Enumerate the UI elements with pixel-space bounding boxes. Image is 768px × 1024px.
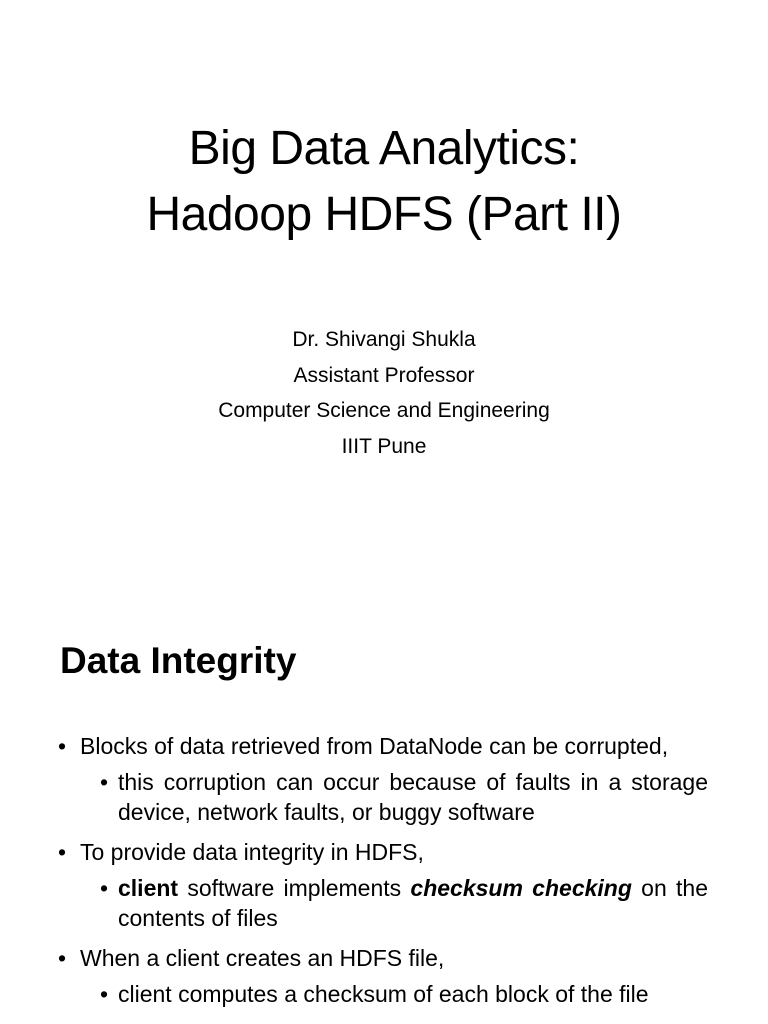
- slide-title: [0, 116, 768, 248]
- bullet-icon: •: [58, 945, 67, 971]
- bullet-icon: •: [58, 733, 67, 759]
- sub-bullet-text: on the contents of files: [118, 875, 708, 931]
- title-line-1: Big Data Analytics:: [188, 122, 580, 175]
- content-slide: [0, 576, 768, 1024]
- sub-bullet-item: [100, 979, 708, 1009]
- emphasis-checksum-checking: checksum checking: [410, 875, 632, 901]
- slide-heading: Data Integrity: [60, 640, 297, 681]
- author-block: [0, 322, 768, 464]
- author-name: Dr. Shivangi Shukla: [292, 328, 476, 351]
- author-position: Assistant Professor: [293, 363, 475, 387]
- bullet-icon: •: [58, 839, 67, 865]
- bullet-item: [58, 943, 708, 973]
- sub-bullet-item: [100, 873, 708, 933]
- sub-bullet-text: software implements: [178, 875, 411, 901]
- author-institute: IIIT Pune: [341, 434, 427, 458]
- bullet-text: To provide data integrity in HDFS,: [80, 839, 424, 865]
- bullet-item: [58, 837, 708, 867]
- bullet-icon: •: [100, 875, 109, 901]
- bullet-text: When a client creates an HDFS file,: [80, 945, 445, 971]
- bullet-icon: •: [100, 769, 109, 795]
- author-department: Computer Science and Engineering: [218, 399, 550, 422]
- bullet-icon: •: [100, 981, 109, 1007]
- bullet-text: Blocks of data retrieved from DataNode can be corrupted,: [80, 733, 669, 759]
- emphasis-client: client: [118, 875, 179, 901]
- bullet-item: [58, 731, 708, 761]
- bullet-list: [58, 731, 708, 1019]
- title-line-2: Hadoop HDFS (Part II): [146, 188, 622, 241]
- sub-bullet-text: this corruption can occur because of faults in a storage device, network faults, or buggy software: [118, 769, 708, 825]
- sub-bullet-item: [100, 767, 708, 827]
- sub-bullet-text: client computes a checksum of each block of the file: [118, 981, 649, 1007]
